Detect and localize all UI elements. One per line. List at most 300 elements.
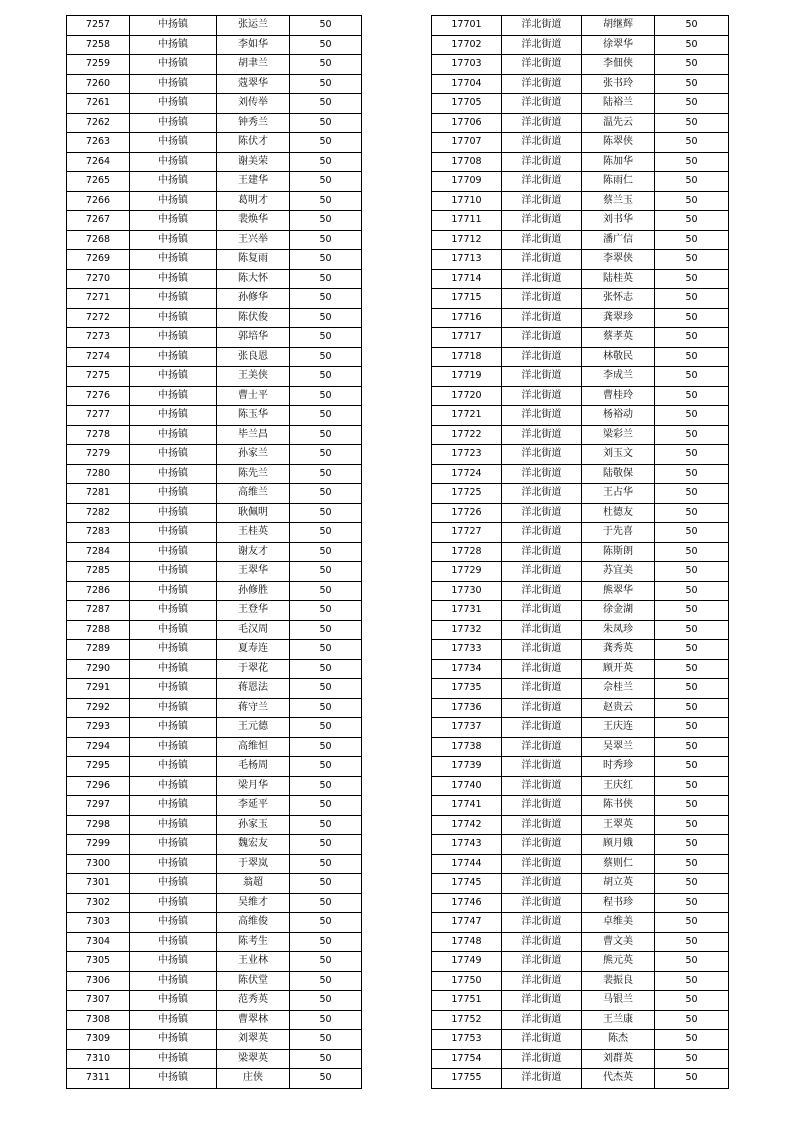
district-cell: 洋北街道 [502, 269, 582, 289]
district-cell: 洋北街道 [502, 289, 582, 309]
person-name-cell: 徐金湖 [582, 601, 655, 621]
record-id-cell: 7273 [67, 328, 130, 348]
amount-cell: 50 [655, 815, 729, 835]
table-row [67, 230, 362, 250]
person-name-cell: 高维俊 [217, 913, 290, 933]
amount-cell: 50 [290, 952, 362, 972]
table-row [432, 386, 729, 406]
record-id-cell: 17710 [432, 191, 502, 211]
person-name-cell: 陈雨仁 [582, 172, 655, 192]
amount-cell: 50 [290, 386, 362, 406]
record-id-cell: 7309 [67, 1030, 130, 1050]
amount-cell: 50 [655, 640, 729, 660]
record-id-cell: 17725 [432, 484, 502, 504]
amount-cell: 50 [655, 211, 729, 231]
record-id-cell: 17730 [432, 581, 502, 601]
table-row [432, 523, 729, 543]
record-id-cell: 17713 [432, 250, 502, 270]
amount-cell: 50 [290, 328, 362, 348]
record-id-cell: 7290 [67, 659, 130, 679]
person-name-cell: 刘群英 [582, 1049, 655, 1069]
person-name-cell: 陆桂英 [582, 269, 655, 289]
district-cell: 中扬镇 [130, 191, 217, 211]
table-row [67, 347, 362, 367]
person-name-cell: 苏宜美 [582, 562, 655, 582]
district-cell: 洋北街道 [502, 55, 582, 75]
person-name-cell: 赵贵云 [582, 698, 655, 718]
amount-cell: 50 [655, 991, 729, 1011]
record-id-cell: 17733 [432, 640, 502, 660]
record-id-cell: 17749 [432, 952, 502, 972]
record-id-cell: 17746 [432, 893, 502, 913]
amount-cell: 50 [290, 523, 362, 543]
district-cell: 洋北街道 [502, 581, 582, 601]
district-cell: 洋北街道 [502, 172, 582, 192]
amount-cell: 50 [290, 191, 362, 211]
district-cell: 中扬镇 [130, 347, 217, 367]
person-name-cell: 毛杨周 [217, 757, 290, 777]
record-id-cell: 7271 [67, 289, 130, 309]
district-cell: 洋北街道 [502, 484, 582, 504]
record-id-cell: 17712 [432, 230, 502, 250]
person-name-cell: 陈伏俊 [217, 308, 290, 328]
person-name-cell: 于先喜 [582, 523, 655, 543]
table-row [67, 425, 362, 445]
person-name-cell: 李成兰 [582, 367, 655, 387]
table-row [67, 74, 362, 94]
district-cell: 中扬镇 [130, 971, 217, 991]
district-cell: 洋北街道 [502, 932, 582, 952]
table-row [67, 854, 362, 874]
person-name-cell: 王兴举 [217, 230, 290, 250]
person-name-cell: 陈书侠 [582, 796, 655, 816]
record-id-cell: 17747 [432, 913, 502, 933]
district-cell: 洋北街道 [502, 16, 582, 36]
amount-cell: 50 [290, 932, 362, 952]
table-row [432, 991, 729, 1011]
record-id-cell: 17754 [432, 1049, 502, 1069]
table-row [432, 659, 729, 679]
record-id-cell: 7261 [67, 94, 130, 114]
table-row [432, 737, 729, 757]
record-id-cell: 7288 [67, 620, 130, 640]
table-row [432, 425, 729, 445]
amount-cell: 50 [290, 269, 362, 289]
record-id-cell: 7300 [67, 854, 130, 874]
district-cell: 洋北街道 [502, 367, 582, 387]
district-cell: 中扬镇 [130, 737, 217, 757]
amount-cell: 50 [290, 757, 362, 777]
amount-cell: 50 [655, 308, 729, 328]
person-name-cell: 陈先兰 [217, 464, 290, 484]
amount-cell: 50 [655, 776, 729, 796]
person-name-cell: 高维恒 [217, 737, 290, 757]
table-row [432, 893, 729, 913]
table-row [432, 854, 729, 874]
district-cell: 中扬镇 [130, 328, 217, 348]
amount-cell: 50 [290, 991, 362, 1011]
table-row [432, 367, 729, 387]
amount-cell: 50 [655, 893, 729, 913]
amount-cell: 50 [655, 1030, 729, 1050]
table-row [67, 698, 362, 718]
amount-cell: 50 [290, 211, 362, 231]
table-row [432, 718, 729, 738]
district-cell: 洋北街道 [502, 230, 582, 250]
record-id-cell: 17711 [432, 211, 502, 231]
person-name-cell: 王元德 [217, 718, 290, 738]
district-cell: 洋北街道 [502, 640, 582, 660]
amount-cell: 50 [290, 562, 362, 582]
person-name-cell: 王翠英 [582, 815, 655, 835]
person-name-cell: 蔡孝英 [582, 328, 655, 348]
table-row [67, 893, 362, 913]
record-id-cell: 17735 [432, 679, 502, 699]
table-row [432, 952, 729, 972]
record-id-cell: 7259 [67, 55, 130, 75]
amount-cell: 50 [290, 1069, 362, 1089]
amount-cell: 50 [655, 659, 729, 679]
table-row [432, 679, 729, 699]
record-id-cell: 7276 [67, 386, 130, 406]
person-name-cell: 王庆红 [582, 776, 655, 796]
table-row [67, 269, 362, 289]
district-cell: 中扬镇 [130, 1049, 217, 1069]
table-row [432, 289, 729, 309]
amount-cell: 50 [290, 113, 362, 133]
district-cell: 中扬镇 [130, 289, 217, 309]
district-cell: 洋北街道 [502, 562, 582, 582]
person-name-cell: 翁超 [217, 874, 290, 894]
district-cell: 中扬镇 [130, 503, 217, 523]
amount-cell: 50 [655, 425, 729, 445]
table-row [432, 776, 729, 796]
amount-cell: 50 [290, 74, 362, 94]
person-name-cell: 陈复雨 [217, 250, 290, 270]
table-row [67, 718, 362, 738]
left-roster-table [66, 15, 362, 1089]
district-cell: 洋北街道 [502, 601, 582, 621]
district-cell: 洋北街道 [502, 835, 582, 855]
record-id-cell: 7311 [67, 1069, 130, 1089]
amount-cell: 50 [290, 796, 362, 816]
record-id-cell: 7301 [67, 874, 130, 894]
record-id-cell: 7262 [67, 113, 130, 133]
person-name-cell: 时秀珍 [582, 757, 655, 777]
amount-cell: 50 [655, 94, 729, 114]
right-roster-body [432, 16, 729, 1089]
record-id-cell: 17715 [432, 289, 502, 309]
person-name-cell: 孙修胜 [217, 581, 290, 601]
amount-cell: 50 [290, 620, 362, 640]
district-cell: 中扬镇 [130, 796, 217, 816]
amount-cell: 50 [290, 1010, 362, 1030]
person-name-cell: 蔻翠华 [217, 74, 290, 94]
table-row [67, 503, 362, 523]
record-id-cell: 17701 [432, 16, 502, 36]
amount-cell: 50 [655, 1010, 729, 1030]
amount-cell: 50 [655, 484, 729, 504]
person-name-cell: 陆裕兰 [582, 94, 655, 114]
district-cell: 洋北街道 [502, 35, 582, 55]
person-name-cell: 魏宏友 [217, 835, 290, 855]
record-id-cell: 7272 [67, 308, 130, 328]
record-id-cell: 17752 [432, 1010, 502, 1030]
person-name-cell: 毕兰昌 [217, 425, 290, 445]
person-name-cell: 曹文美 [582, 932, 655, 952]
district-cell: 中扬镇 [130, 601, 217, 621]
amount-cell: 50 [655, 523, 729, 543]
table-row [67, 113, 362, 133]
person-name-cell: 谢美荣 [217, 152, 290, 172]
district-cell: 中扬镇 [130, 835, 217, 855]
district-cell: 中扬镇 [130, 659, 217, 679]
table-row [67, 679, 362, 699]
record-id-cell: 17709 [432, 172, 502, 192]
person-name-cell: 蔡则仁 [582, 854, 655, 874]
record-id-cell: 7282 [67, 503, 130, 523]
record-id-cell: 7296 [67, 776, 130, 796]
record-id-cell: 7270 [67, 269, 130, 289]
district-cell: 中扬镇 [130, 932, 217, 952]
amount-cell: 50 [655, 191, 729, 211]
table-row [67, 601, 362, 621]
table-row [67, 191, 362, 211]
amount-cell: 50 [290, 425, 362, 445]
person-name-cell: 李佃侠 [582, 55, 655, 75]
district-cell: 洋北街道 [502, 425, 582, 445]
district-cell: 中扬镇 [130, 308, 217, 328]
record-id-cell: 17734 [432, 659, 502, 679]
table-row [67, 835, 362, 855]
district-cell: 中扬镇 [130, 484, 217, 504]
table-row [432, 152, 729, 172]
table-row [67, 952, 362, 972]
record-id-cell: 7298 [67, 815, 130, 835]
table-row [432, 562, 729, 582]
table-row [432, 835, 729, 855]
district-cell: 洋北街道 [502, 952, 582, 972]
person-name-cell: 裴焕华 [217, 211, 290, 231]
district-cell: 中扬镇 [130, 893, 217, 913]
district-cell: 中扬镇 [130, 640, 217, 660]
district-cell: 中扬镇 [130, 445, 217, 465]
amount-cell: 50 [290, 679, 362, 699]
table-row [67, 328, 362, 348]
table-row [432, 620, 729, 640]
district-cell: 中扬镇 [130, 581, 217, 601]
amount-cell: 50 [655, 133, 729, 153]
amount-cell: 50 [290, 152, 362, 172]
amount-cell: 50 [655, 464, 729, 484]
district-cell: 中扬镇 [130, 913, 217, 933]
person-name-cell: 马银兰 [582, 991, 655, 1011]
person-name-cell: 郭培华 [217, 328, 290, 348]
table-row [67, 757, 362, 777]
table-row [67, 94, 362, 114]
table-row [432, 464, 729, 484]
record-id-cell: 7275 [67, 367, 130, 387]
record-id-cell: 7286 [67, 581, 130, 601]
amount-cell: 50 [290, 1049, 362, 1069]
table-row [432, 191, 729, 211]
record-id-cell: 7303 [67, 913, 130, 933]
person-name-cell: 蒋守兰 [217, 698, 290, 718]
table-row [432, 1069, 729, 1089]
amount-cell: 50 [290, 133, 362, 153]
table-row [67, 523, 362, 543]
amount-cell: 50 [290, 776, 362, 796]
record-id-cell: 7285 [67, 562, 130, 582]
record-id-cell: 17722 [432, 425, 502, 445]
amount-cell: 50 [290, 308, 362, 328]
table-row [432, 542, 729, 562]
amount-cell: 50 [290, 172, 362, 192]
amount-cell: 50 [290, 367, 362, 387]
district-cell: 中扬镇 [130, 464, 217, 484]
person-name-cell: 程书珍 [582, 893, 655, 913]
record-id-cell: 7305 [67, 952, 130, 972]
table-row [67, 386, 362, 406]
record-id-cell: 7264 [67, 152, 130, 172]
record-id-cell: 7281 [67, 484, 130, 504]
person-name-cell: 范秀英 [217, 991, 290, 1011]
person-name-cell: 吴维才 [217, 893, 290, 913]
amount-cell: 50 [655, 367, 729, 387]
district-cell: 中扬镇 [130, 952, 217, 972]
district-cell: 中扬镇 [130, 874, 217, 894]
amount-cell: 50 [290, 542, 362, 562]
person-name-cell: 朱凤珍 [582, 620, 655, 640]
person-name-cell: 曹桂玲 [582, 386, 655, 406]
district-cell: 洋北街道 [502, 796, 582, 816]
district-cell: 洋北街道 [502, 152, 582, 172]
person-name-cell: 张运兰 [217, 16, 290, 36]
district-cell: 中扬镇 [130, 113, 217, 133]
table-row [67, 737, 362, 757]
person-name-cell: 孙修华 [217, 289, 290, 309]
record-id-cell: 17724 [432, 464, 502, 484]
table-row [67, 406, 362, 426]
person-name-cell: 王美侠 [217, 367, 290, 387]
amount-cell: 50 [655, 874, 729, 894]
district-cell: 洋北街道 [502, 328, 582, 348]
table-row [432, 445, 729, 465]
district-cell: 中扬镇 [130, 620, 217, 640]
district-cell: 中扬镇 [130, 367, 217, 387]
table-row [67, 581, 362, 601]
person-name-cell: 耿佩明 [217, 503, 290, 523]
record-id-cell: 7267 [67, 211, 130, 231]
table-row [432, 874, 729, 894]
table-row [432, 16, 729, 36]
amount-cell: 50 [655, 1069, 729, 1089]
person-name-cell: 孙家玉 [217, 815, 290, 835]
district-cell: 洋北街道 [502, 386, 582, 406]
right-roster-table [431, 15, 729, 1089]
person-name-cell: 曹翠林 [217, 1010, 290, 1030]
amount-cell: 50 [290, 16, 362, 36]
district-cell: 洋北街道 [502, 464, 582, 484]
amount-cell: 50 [290, 815, 362, 835]
district-cell: 中扬镇 [130, 172, 217, 192]
district-cell: 中扬镇 [130, 74, 217, 94]
person-name-cell: 钟秀兰 [217, 113, 290, 133]
person-name-cell: 胡聿兰 [217, 55, 290, 75]
district-cell: 洋北街道 [502, 308, 582, 328]
record-id-cell: 7257 [67, 16, 130, 36]
person-name-cell: 于翠花 [217, 659, 290, 679]
district-cell: 中扬镇 [130, 133, 217, 153]
amount-cell: 50 [655, 542, 729, 562]
record-id-cell: 17714 [432, 269, 502, 289]
district-cell: 中扬镇 [130, 679, 217, 699]
record-id-cell: 17708 [432, 152, 502, 172]
person-name-cell: 陈玉华 [217, 406, 290, 426]
table-row [432, 484, 729, 504]
record-id-cell: 17742 [432, 815, 502, 835]
record-id-cell: 7268 [67, 230, 130, 250]
table-row [432, 640, 729, 660]
record-id-cell: 17718 [432, 347, 502, 367]
amount-cell: 50 [290, 718, 362, 738]
person-name-cell: 徐翠华 [582, 35, 655, 55]
person-name-cell: 庄侠 [217, 1069, 290, 1089]
person-name-cell: 蒋恩法 [217, 679, 290, 699]
amount-cell: 50 [655, 172, 729, 192]
amount-cell: 50 [655, 835, 729, 855]
table-row [67, 211, 362, 231]
district-cell: 洋北街道 [502, 971, 582, 991]
table-row [67, 445, 362, 465]
person-name-cell: 陈杰 [582, 1030, 655, 1050]
person-name-cell: 陈斯朗 [582, 542, 655, 562]
person-name-cell: 刘书华 [582, 211, 655, 231]
district-cell: 中扬镇 [130, 718, 217, 738]
table-row [67, 776, 362, 796]
person-name-cell: 王占华 [582, 484, 655, 504]
amount-cell: 50 [655, 737, 729, 757]
table-row [432, 406, 729, 426]
person-name-cell: 胡继辉 [582, 16, 655, 36]
amount-cell: 50 [290, 503, 362, 523]
person-name-cell: 陈伏堂 [217, 971, 290, 991]
record-id-cell: 17720 [432, 386, 502, 406]
table-row [432, 971, 729, 991]
amount-cell: 50 [290, 659, 362, 679]
person-name-cell: 张怀志 [582, 289, 655, 309]
person-name-cell: 熊元英 [582, 952, 655, 972]
person-name-cell: 温先云 [582, 113, 655, 133]
district-cell: 洋北街道 [502, 854, 582, 874]
person-name-cell: 王兰康 [582, 1010, 655, 1030]
amount-cell: 50 [290, 230, 362, 250]
table-row [432, 913, 729, 933]
record-id-cell: 17743 [432, 835, 502, 855]
amount-cell: 50 [290, 484, 362, 504]
district-cell: 洋北街道 [502, 1010, 582, 1030]
record-id-cell: 7295 [67, 757, 130, 777]
district-cell: 洋北街道 [502, 211, 582, 231]
table-row [432, 74, 729, 94]
district-cell: 中扬镇 [130, 815, 217, 835]
amount-cell: 50 [655, 757, 729, 777]
person-name-cell: 龚翠珍 [582, 308, 655, 328]
person-name-cell: 王庆连 [582, 718, 655, 738]
person-name-cell: 龚秀英 [582, 640, 655, 660]
amount-cell: 50 [655, 16, 729, 36]
district-cell: 洋北街道 [502, 815, 582, 835]
